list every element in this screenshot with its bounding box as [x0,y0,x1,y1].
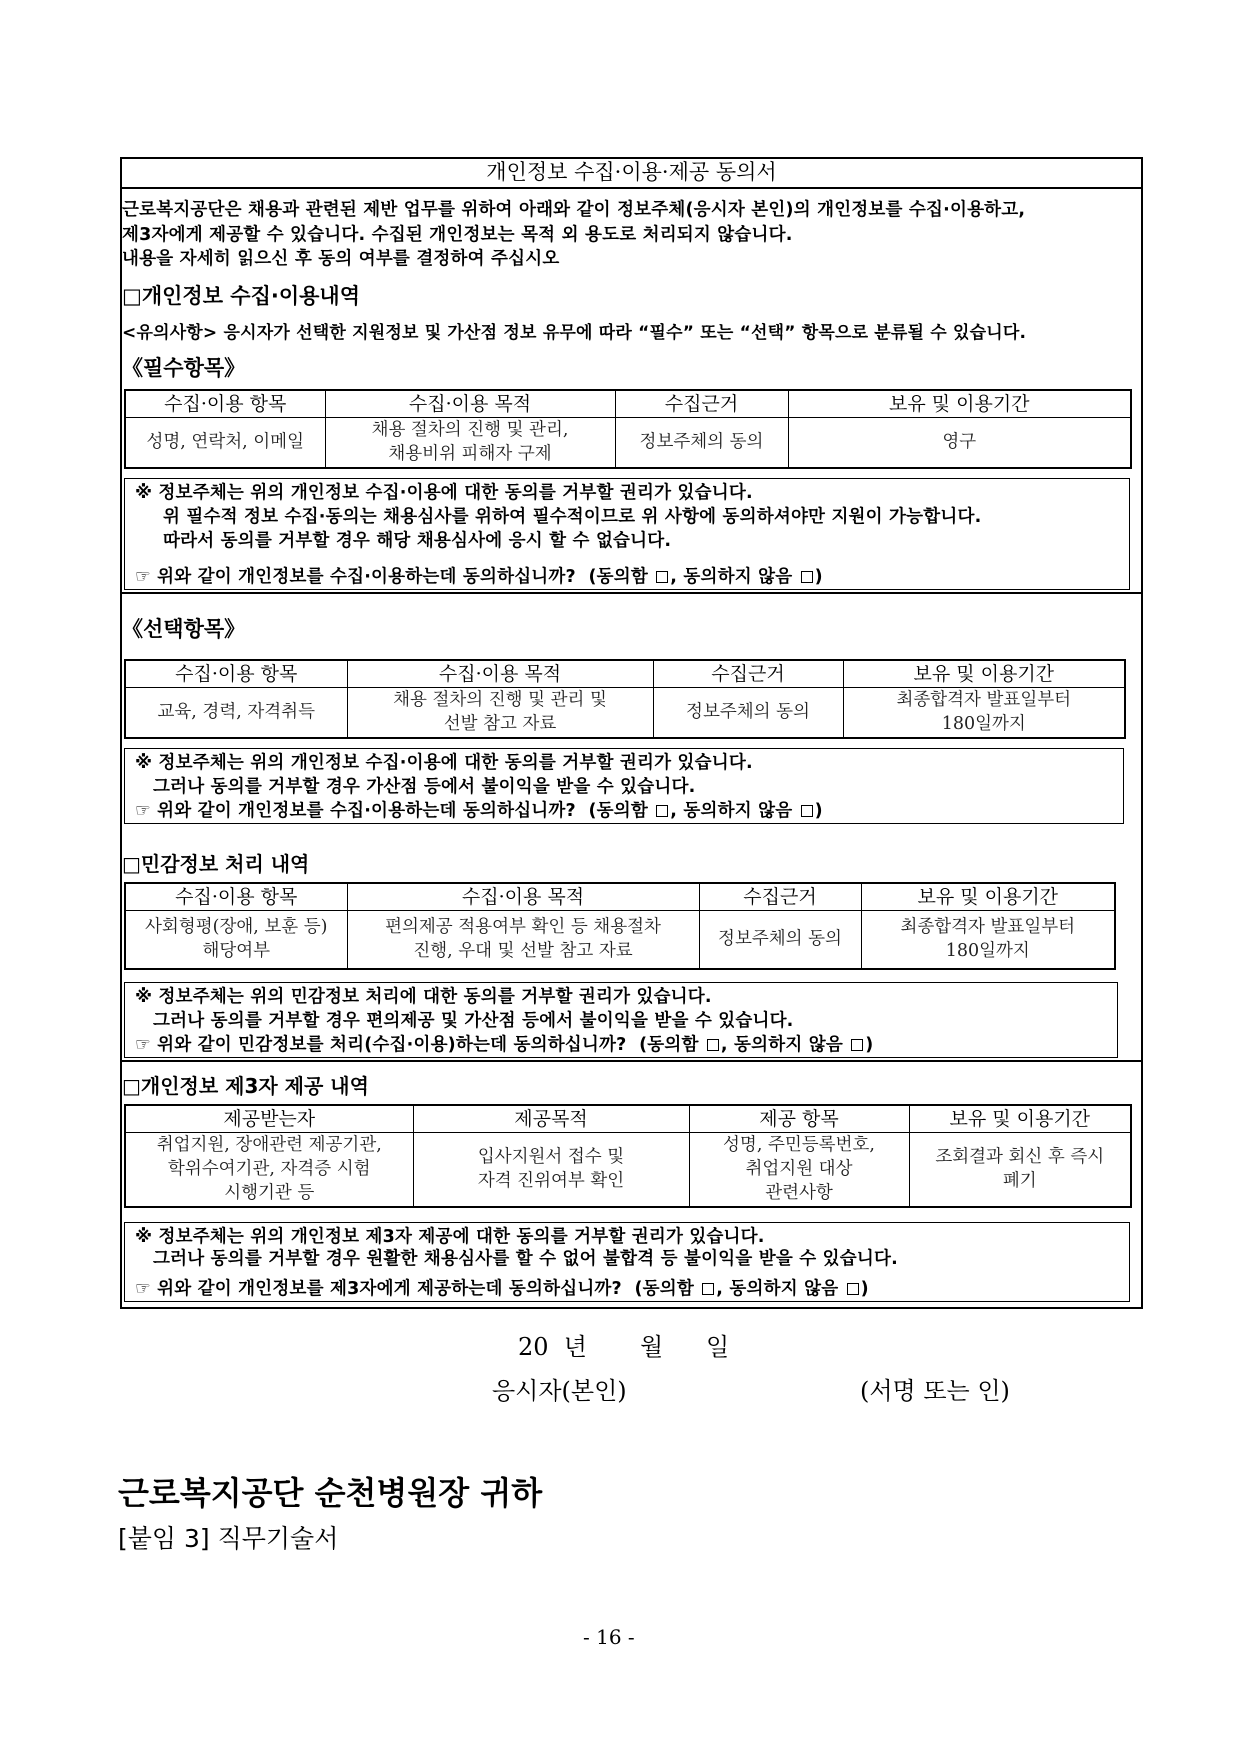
header-cell: 수집·이용 목적 [347,883,699,911]
table-row [125,1133,1131,1207]
required-items-label: 《필수항목》 [122,356,246,380]
header-cell: 수집·이용 목적 [347,660,653,688]
agree-checkbox[interactable] [702,1283,714,1295]
table-cell: 최종합격자 발표일부터 180일까지 [861,911,1115,969]
page-number: - 16 - [583,1625,635,1649]
sensitive-info-table [124,882,1116,970]
header-cell: 수집·이용 항목 [125,883,347,911]
close-paren: ) [865,1035,874,1055]
consent-question-text: ☞ 위와 같이 개인정보를 제3자에게 제공하는데 동의하십니까? [135,1279,622,1299]
third-party-notice-box [124,1222,1130,1302]
table-row [125,688,1125,738]
close-paren: ) [814,567,823,587]
notice-line: ※ 정보주체는 위의 민감정보 처리에 대한 동의를 거부할 권리가 있습니다. [135,987,712,1007]
header-cell: 보유 및 이용기간 [843,660,1125,688]
agree-label: (동의함 [588,801,648,821]
notice-line: ※ 정보주체는 위의 개인정보 수집·이용에 대한 동의를 거부할 권리가 있습니다. [135,753,753,773]
disagree-checkbox[interactable] [847,1283,859,1295]
table-cell: 성명, 연락처, 이메일 [125,418,325,468]
disagree-checkbox[interactable] [801,571,813,583]
sensitive-notice-box [124,982,1118,1058]
agree-checkbox[interactable] [656,805,668,817]
table-cell: 영구 [788,418,1131,468]
date-year: 20 년 [518,1333,587,1361]
close-paren: ) [860,1279,869,1299]
table-cell: 정보주체의 동의 [653,688,843,738]
table-row [125,911,1115,969]
agree-label: (동의함 [588,567,648,587]
header-cell: 제공받는자 [125,1105,413,1133]
agree-label: (동의함 [639,1035,699,1055]
third-party-table [124,1104,1132,1208]
agree-label: (동의함 [634,1279,694,1299]
disagree-label: , 동의하지 않음 [716,1279,839,1299]
table-cell: 채용 절차의 진행 및 관리, 채용비위 피해자 구제 [325,418,615,468]
intro-line-1: 근로복지공단은 채용과 관련된 제반 업무를 위하여 아래와 같이 정보주체(응시자 본인)의 개인정보를 수집·이용하고, [122,200,1026,220]
table-cell: 정보주체의 동의 [615,418,788,468]
notice-line: 그러나 동의를 거부할 경우 편의제공 및 가산점 등에서 불이익을 받을 수 있습니다. [153,1011,794,1031]
divider [120,592,1143,594]
header-cell: 수집·이용 항목 [125,660,347,688]
table-cell: 채용 절차의 진행 및 관리 및 선발 참고 자료 [347,688,653,738]
agree-checkbox[interactable] [707,1039,719,1051]
optional-items-table [124,659,1126,739]
notice-line: 그러나 동의를 거부할 경우 가산점 등에서 불이익을 받을 수 있습니다. [153,777,696,797]
disagree-label: , 동의하지 않음 [670,801,793,821]
disagree-checkbox[interactable] [851,1039,863,1051]
header-cell: 수집·이용 항목 [125,390,325,418]
notice-line: 위 필수적 정보 수집·동의는 채용심사를 위하여 필수적이므로 위 사항에 동의하셔야만 지원이 가능합니다. [163,507,982,527]
table-cell: 사회형평(장애, 보훈 등) 해당여부 [125,911,347,969]
consent-question-optional [135,797,823,822]
table-cell: 입사지원서 접수 및 자격 진위여부 확인 [413,1133,689,1207]
consent-question-text: ☞ 위와 같이 개인정보를 수집·이용하는데 동의하십니까? [135,567,576,587]
form-title: 개인정보 수집·이용·제공 동의서 [120,157,1143,189]
addressee: 근로복지공단 순천병원장 귀하 [118,1474,543,1512]
disagree-label: , 동의하지 않음 [670,567,793,587]
divider [120,1060,1143,1062]
section-heading-collection: □개인정보 수집·이용내역 [122,284,360,308]
caution-note: <유의사항> 응시자가 선택한 지원정보 및 가산점 정보 유무에 따라 “필수” 또는 “선택” 항목으로 분류될 수 있습니다. [122,323,1027,343]
section-heading-sensitive: □민감정보 처리 내역 [122,852,310,876]
agree-checkbox[interactable] [656,571,668,583]
optional-notice-box [124,748,1124,824]
notice-line: 따라서 동의를 거부할 경우 해당 채용심사에 응시 할 수 없습니다. [163,531,672,551]
header-cell: 수집근거 [615,390,788,418]
table-cell: 성명, 주민등록번호, 취업지원 대상 관련사항 [689,1133,909,1207]
date-day: 일 [706,1333,730,1361]
table-cell: 교육, 경력, 자격취득 [125,688,347,738]
table-cell: 조회결과 회신 후 즉시 폐기 [909,1133,1131,1207]
header-cell: 보유 및 이용기간 [788,390,1131,418]
notice-line: ※ 정보주체는 위의 개인정보 제3자 제공에 대한 동의를 거부할 권리가 있습니다. [135,1227,765,1247]
optional-items-label: 《선택항목》 [122,617,246,641]
attachment-label: [붙임 3] 직무기술서 [118,1524,339,1553]
header-cell: 수집·이용 목적 [325,390,615,418]
notice-line: 그러나 동의를 거부할 경우 원활한 채용심사를 할 수 없어 불합격 등 불이익을 받을 수 있습니다. [153,1249,898,1269]
applicant-label: 응시자(본인) [492,1377,627,1405]
section-heading-third-party: □개인정보 제3자 제공 내역 [122,1074,369,1098]
intro-line-3: 내용을 자세히 읽으신 후 동의 여부를 결정하여 주십시오 [122,249,560,269]
notice-line: ※ 정보주체는 위의 개인정보 수집·이용에 대한 동의를 거부할 권리가 있습니다. [135,483,753,503]
table-cell: 편의제공 적용여부 확인 등 채용절차 진행, 우대 및 선발 참고 자료 [347,911,699,969]
table-header-row [125,660,1125,688]
consent-question-text: ☞ 위와 같이 민감정보를 처리(수집·이용)하는데 동의하십니까? [135,1035,627,1055]
header-cell: 보유 및 이용기간 [861,883,1115,911]
header-cell: 보유 및 이용기간 [909,1105,1131,1133]
consent-question-sensitive [135,1031,873,1056]
consent-question-required [135,563,823,588]
header-cell: 제공목적 [413,1105,689,1133]
table-cell: 취업지원, 장애관련 제공기관, 학위수여기관, 자격증 시험 시행기관 등 [125,1133,413,1207]
table-row [125,418,1131,468]
consent-question-third-party [135,1275,869,1300]
table-cell: 정보주체의 동의 [699,911,861,969]
table-header-row [125,390,1131,418]
date-month: 월 [640,1333,664,1361]
table-header-row [125,1105,1131,1133]
table-cell: 최종합격자 발표일부터 180일까지 [843,688,1125,738]
close-paren: ) [814,801,823,821]
header-cell: 수집근거 [653,660,843,688]
consent-question-text: ☞ 위와 같이 개인정보를 수집·이용하는데 동의하십니까? [135,801,576,821]
header-cell: 수집근거 [699,883,861,911]
required-notice-box [124,478,1130,590]
header-cell: 제공 항목 [689,1105,909,1133]
required-items-table [124,389,1132,469]
intro-line-2: 제3자에게 제공할 수 있습니다. 수집된 개인정보는 목적 외 용도로 처리되지 않습니다. [122,225,793,245]
disagree-checkbox[interactable] [801,805,813,817]
signature-label: (서명 또는 인) [860,1377,1010,1405]
table-header-row [125,883,1115,911]
disagree-label: , 동의하지 않음 [720,1035,843,1055]
